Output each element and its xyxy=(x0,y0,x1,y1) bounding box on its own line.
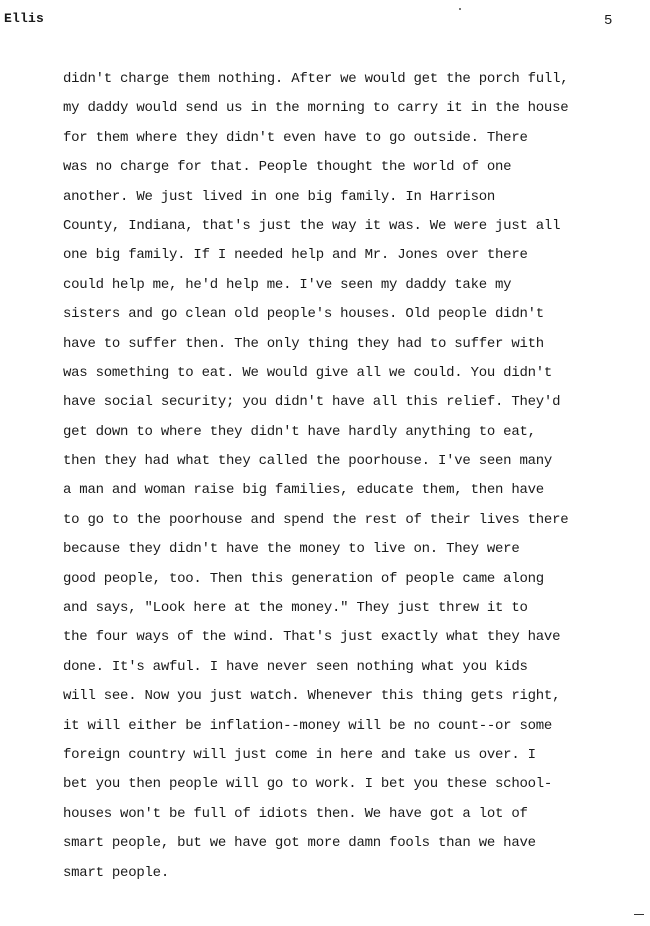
text-line: could help me, he'd help me. I've seen my daddy take my xyxy=(63,276,512,293)
text-line: was no charge for that. People thought the world of one xyxy=(63,159,512,176)
text-line: houses won't be full of idiots then. We have got a lot of xyxy=(63,805,528,822)
text-line: foreign country will just come in here and take us over. I xyxy=(63,746,536,763)
text-line: one big family. If I needed help and Mr. Jones over there xyxy=(63,247,528,264)
page-header-name: Ellis xyxy=(4,11,45,26)
paper-speck xyxy=(459,8,461,10)
text-line: sisters and go clean old people's houses. Old people didn't xyxy=(63,306,544,323)
text-line: done. It's awful. I have never seen nothing what you kids xyxy=(63,658,528,675)
text-line: a man and woman raise big families, educate them, then have xyxy=(63,482,544,499)
page-number: 5 xyxy=(604,13,613,29)
text-line: bet you then people will go to work. I bet you these school- xyxy=(63,776,553,793)
margin-mark xyxy=(634,914,644,915)
text-line: will see. Now you just watch. Whenever this thing gets right, xyxy=(63,688,561,705)
text-line: and says, "Look here at the money." They just threw it to xyxy=(63,600,528,617)
text-line: the four ways of the wind. That's just exactly what they have xyxy=(63,629,561,646)
text-line: smart people. xyxy=(63,864,169,881)
body-text xyxy=(63,69,623,892)
text-line: get down to where they didn't have hardly anything to eat, xyxy=(63,423,536,440)
text-line: then they had what they called the poorhouse. I've seen many xyxy=(63,453,553,470)
text-line: my daddy would send us in the morning to carry it in the house xyxy=(63,100,569,117)
text-line: it will either be inflation--money will be no count--or some xyxy=(63,717,553,734)
text-line: to go to the poorhouse and spend the rest of their lives there xyxy=(63,511,569,528)
text-line: was something to eat. We would give all we could. You didn't xyxy=(63,364,553,381)
text-line: didn't charge them nothing. After we would get the porch full, xyxy=(63,71,569,87)
text-line: good people, too. Then this generation of people came along xyxy=(63,570,544,587)
text-line: have social security; you didn't have all this relief. They'd xyxy=(63,394,561,411)
text-line: because they didn't have the money to live on. They were xyxy=(63,541,520,558)
text-line: have to suffer then. The only thing they had to suffer with xyxy=(63,335,544,352)
text-line: for them where they didn't even have to go outside. There xyxy=(63,129,528,146)
text-line: County, Indiana, that's just the way it was. We were just all xyxy=(63,217,561,234)
text-line: smart people, but we have got more damn fools than we have xyxy=(63,835,536,852)
text-line: another. We just lived in one big family. In Harrison xyxy=(63,188,496,205)
